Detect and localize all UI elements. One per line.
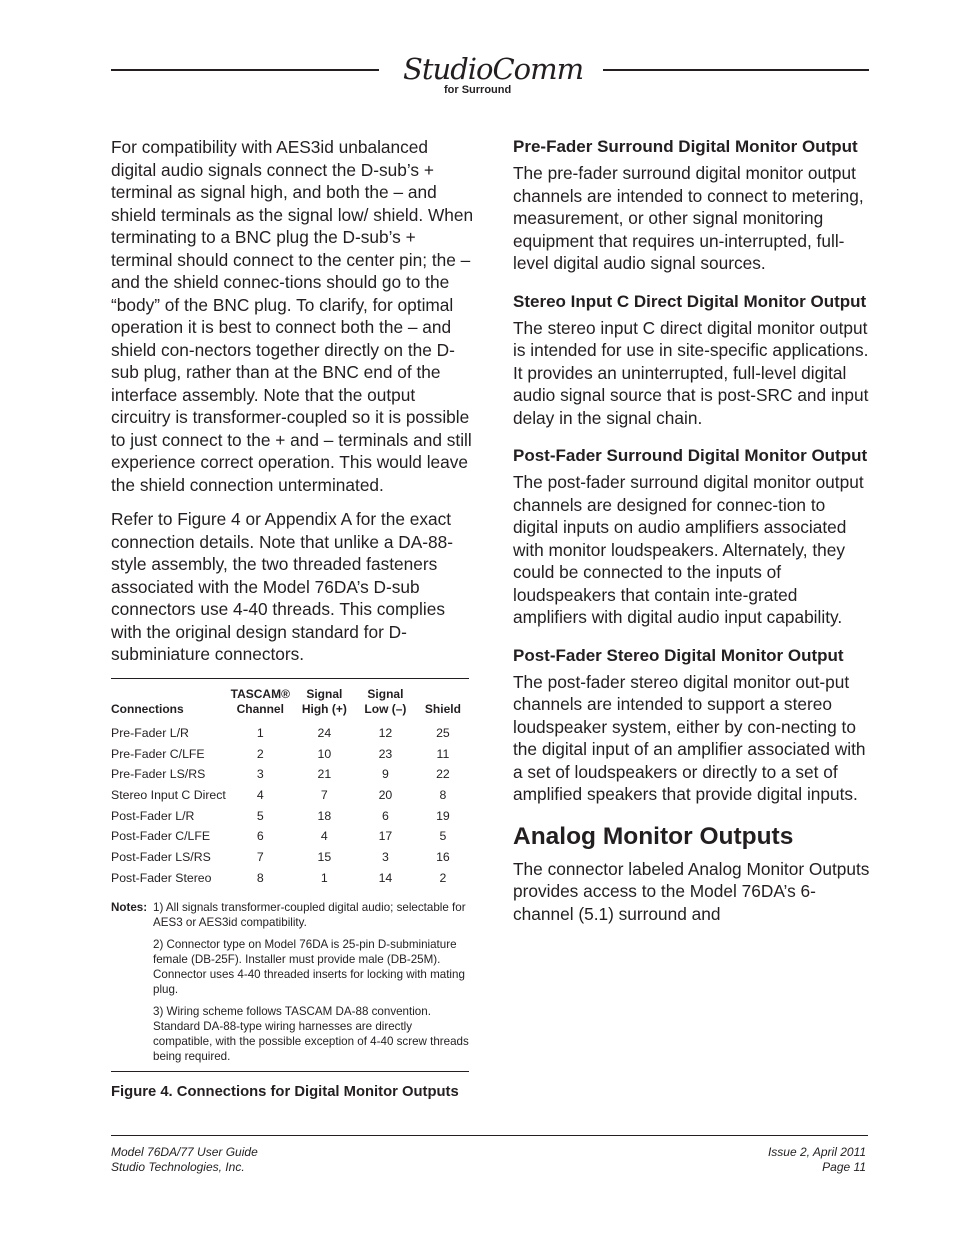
- table-header: Shield: [424, 701, 461, 716]
- section-body: The pre-fader surround digital monitor output channels are intended to connect to metering, measurement, or other signal monitoring equipment that requires un-interrupted, full-level digital audio signal sources.: [513, 163, 864, 273]
- table-cell: Post-Fader LS/RS: [111, 849, 211, 864]
- table-row: [111, 785, 469, 806]
- table-cell: 8: [256, 870, 264, 885]
- section-post-fader-surround: [513, 445, 873, 629]
- table-cell: 7: [320, 787, 328, 802]
- table-cell: 17: [378, 829, 393, 844]
- section-heading: Pre-Fader Surround Digital Monitor Output: [513, 137, 858, 156]
- figure-caption: Figure 4. Connections for Digital Monitor Outputs: [111, 1084, 459, 1100]
- table-cell: Pre-Fader LS/RS: [111, 767, 206, 782]
- table-cell: 10: [317, 746, 332, 761]
- table-cell: Post-Fader C/LFE: [111, 829, 211, 844]
- note-text: 1) All signals transformer-coupled digital audio; selectable for AES3 or AES3id compatibility.: [153, 901, 466, 929]
- table-bottom-rule: [111, 1071, 469, 1072]
- table-cell: 4: [256, 787, 264, 802]
- connections-table: [111, 687, 469, 889]
- table-cell: 21: [317, 767, 332, 782]
- table-cell: Stereo Input C Direct: [111, 787, 226, 802]
- table-cell: 22: [436, 767, 450, 782]
- note-item: 3) Wiring scheme follows TASCAM DA-88 convention. Standard DA-88-type wiring harnesses are directly compatible, with the possible exception of 4-40 screw threads being required.: [153, 1005, 469, 1063]
- table-cell: 6: [256, 829, 264, 844]
- section-heading: Post-Fader Surround Digital Monitor Output: [513, 446, 868, 465]
- table-cell: 23: [378, 746, 393, 761]
- footer-issue: Issue 2, April 2011: [767, 1145, 866, 1159]
- footer-rule: [111, 1135, 868, 1136]
- table-cell: 12: [378, 725, 393, 740]
- table-cell: 3: [381, 849, 389, 864]
- table-cell: 2: [256, 746, 264, 761]
- table-header-row: [111, 687, 469, 723]
- studiocomm-logo: [403, 52, 583, 98]
- figure-reference-paragraph: Refer to Figure 4 or Appendix A for the exact connection details. Note that unlike a DA-88-style assembly, the two threaded fasteners associated with the Model 76DA’s D-sub connectors use 4-40 threads. This complies with the original design standard for D-subminiature connectors.: [111, 509, 453, 664]
- logo-script: StudioComm: [403, 52, 584, 86]
- section-heading: Stereo Input C Direct Digital Monitor Output: [513, 291, 867, 311]
- table-cell: 8: [439, 787, 447, 802]
- table-header: TASCAM® Channel: [230, 686, 290, 716]
- section-body: The post-fader surround digital monitor output channels are designed for connec-tion to digital inputs on audio amplifiers associated with monitor loudspeakers. Alternately, they could be connected to the inputs of loudspeakers that contain inte-grated amplifiers with digital audio input capability.: [513, 472, 864, 627]
- table-cell: 19: [436, 808, 450, 823]
- header-rule-left: [111, 69, 379, 71]
- table-notes: [111, 900, 469, 1064]
- table-header: Signal Low (–): [364, 686, 407, 716]
- table-row: [111, 847, 469, 868]
- analog-monitor-body: The connector labeled Analog Monitor Outputs provides access to the Model 76DA’s 6-channel (5.1) surround and: [513, 858, 870, 924]
- table-body: [111, 723, 469, 889]
- table-cell: 2: [439, 870, 447, 885]
- section-stereo-input-c: [513, 291, 873, 430]
- connections-figure: [111, 678, 469, 1101]
- footer-company: Studio Technologies, Inc.: [111, 1160, 245, 1174]
- table-cell: Pre-Fader L/R: [111, 725, 189, 740]
- notes-label: Notes:: [111, 901, 148, 914]
- table-row: [111, 826, 469, 847]
- analog-monitor-heading: Analog Monitor Outputs: [513, 822, 794, 850]
- table-row: [111, 743, 469, 764]
- section-body: The stereo input C direct digital monitor output is intended for use in site-specific applications. It provides an uninterrupted, full-level digital audio signal source that is post-SRC and input delay in the signal chain.: [513, 317, 869, 428]
- table-cell: 1: [256, 725, 264, 740]
- table-cell: 24: [317, 725, 332, 740]
- table-row: [111, 867, 469, 888]
- table-cell: 11: [436, 746, 450, 761]
- table-cell: 20: [378, 787, 393, 802]
- table-cell: 3: [256, 767, 264, 782]
- table-header: Connections: [111, 701, 184, 716]
- table-cell: Pre-Fader C/LFE: [111, 746, 205, 761]
- footer-guide-title: Model 76DA/77 User Guide: [111, 1145, 258, 1159]
- table-cell: 14: [378, 870, 393, 885]
- table-cell: 6: [381, 808, 389, 823]
- table-cell: 5: [439, 829, 447, 844]
- table-cell: 25: [436, 725, 450, 740]
- section-body: The post-fader stereo digital monitor out-put channels are intended to support a stereo loudspeaker system, either by con-necting to the digital input of an amplifier associated with a set of loudspeakers or directly to a set of amplified speakers that provide digital inputs.: [513, 671, 866, 804]
- left-column: [111, 136, 476, 1100]
- table-cell: 18: [317, 808, 332, 823]
- footer-right: [768, 1145, 866, 1175]
- right-column: [513, 136, 873, 925]
- table-cell: 9: [381, 767, 389, 782]
- table-cell: 15: [317, 849, 332, 864]
- table-row: [111, 805, 469, 826]
- section-heading: Post-Fader Stereo Digital Monitor Output: [513, 645, 844, 665]
- table-cell: 7: [256, 849, 264, 864]
- section-post-fader-stereo: [513, 645, 873, 806]
- header-rule-right: [603, 69, 869, 71]
- table-cell: 5: [256, 808, 264, 823]
- table-row: [111, 723, 469, 744]
- logo-subtitle: for Surround: [444, 84, 512, 96]
- table-cell: 4: [320, 829, 328, 844]
- table-cell: Post-Fader L/R: [111, 808, 195, 823]
- table-cell: 1: [320, 870, 328, 885]
- table-cell: 16: [436, 849, 450, 864]
- table-cell: Post-Fader Stereo: [111, 870, 212, 885]
- table-header: Signal High (+): [301, 686, 347, 716]
- section-pre-fader-surround: [513, 136, 873, 275]
- aes3id-paragraph: For compatibility with AES3id unbalanced digital audio signals connect the D-sub’s + terminal as signal high, and both the – and shield terminals as the signal low/ shield. When terminating to a BNC plug the D-sub’s + terminal should connect to the center pin; the – and the shield connec-tions should go to the “body” of the BNC plug. To clarify, for optimal operation it is best to connect both the – and shield con-nectors together directly on the D-sub plug, rather than at the BNC end of the interface assembly. Note that the output circuitry is transformer-coupled so it is possible to just connect to the + and – terminals and still experience correct operation. This would leave the shield connection unterminated.: [111, 137, 474, 495]
- note-item: 2) Connector type on Model 76DA is 25-pin D-subminiature female (DB-25F). Installer must provide male (DB-25M). Connector uses 4-40 threaded inserts for locking with mating plug.: [153, 938, 465, 996]
- footer-page-number: Page 11: [822, 1160, 866, 1174]
- footer-left: [111, 1145, 258, 1175]
- note-item: [111, 900, 469, 930]
- table-row: [111, 764, 469, 785]
